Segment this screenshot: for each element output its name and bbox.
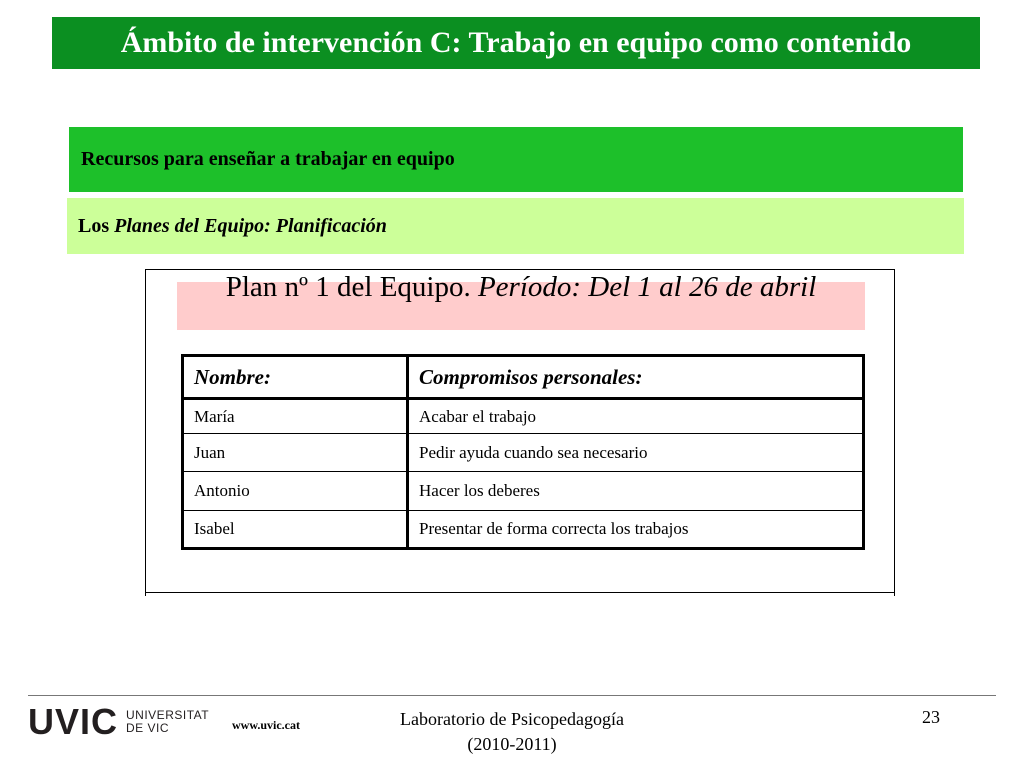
slide-title — [52, 17, 980, 69]
plan-title — [177, 268, 865, 306]
subheading-prefix: Los — [78, 214, 110, 237]
uvic-logo — [28, 701, 210, 742]
column-header-commitments: Compromisos personales: — [408, 356, 864, 399]
plan-frame-right — [894, 269, 895, 596]
plan-title-regular: Plan nº 1 del Equipo. — [225, 271, 478, 303]
section-heading — [69, 127, 963, 192]
footer-course-name: Laboratorio de Psicopedagogía — [400, 709, 624, 729]
slide-title-text: Ámbito de intervención C: Trabajo en equipo como contenido — [120, 26, 912, 59]
column-header-name: Nombre: — [183, 356, 408, 399]
table-row — [183, 472, 864, 511]
plan-title-italic: Período: Del 1 al 26 de abril — [477, 271, 817, 303]
subheading-italic: Planes del Equipo: Planificación — [114, 214, 387, 237]
section-subheading — [67, 198, 964, 254]
cell-name: María — [183, 399, 408, 434]
page-number: 23 — [922, 707, 940, 727]
logo-line-1: UNIVERSITAT — [126, 708, 210, 722]
cell-commitment: Presentar de forma correcta los trabajos — [408, 511, 864, 549]
plan-frame-left — [145, 269, 146, 596]
cell-commitment: Hacer los deberes — [408, 472, 864, 511]
footer-course — [362, 707, 662, 757]
table-row — [183, 434, 864, 472]
plan-table — [181, 354, 865, 550]
cell-commitment: Pedir ayuda cuando sea necesario — [408, 434, 864, 472]
footer-course-years: (2010-2011) — [467, 734, 557, 754]
website-link[interactable]: www.uvic.cat — [232, 718, 300, 732]
logo-subtitle — [126, 709, 209, 735]
table-header-row — [183, 356, 864, 399]
cell-name: Juan — [183, 434, 408, 472]
table-row — [183, 399, 864, 434]
cell-name: Antonio — [183, 472, 408, 511]
logo-wordmark: UVIC — [28, 701, 119, 742]
logo-line-2: DE VIC — [126, 721, 170, 735]
cell-name: Isabel — [183, 511, 408, 549]
table-row — [183, 511, 864, 549]
section-heading-text: Recursos para enseñar a trabajar en equipo — [81, 148, 455, 170]
plan-frame-bottom — [145, 592, 894, 593]
cell-commitment: Acabar el trabajo — [408, 399, 864, 434]
footer-divider — [28, 695, 996, 696]
